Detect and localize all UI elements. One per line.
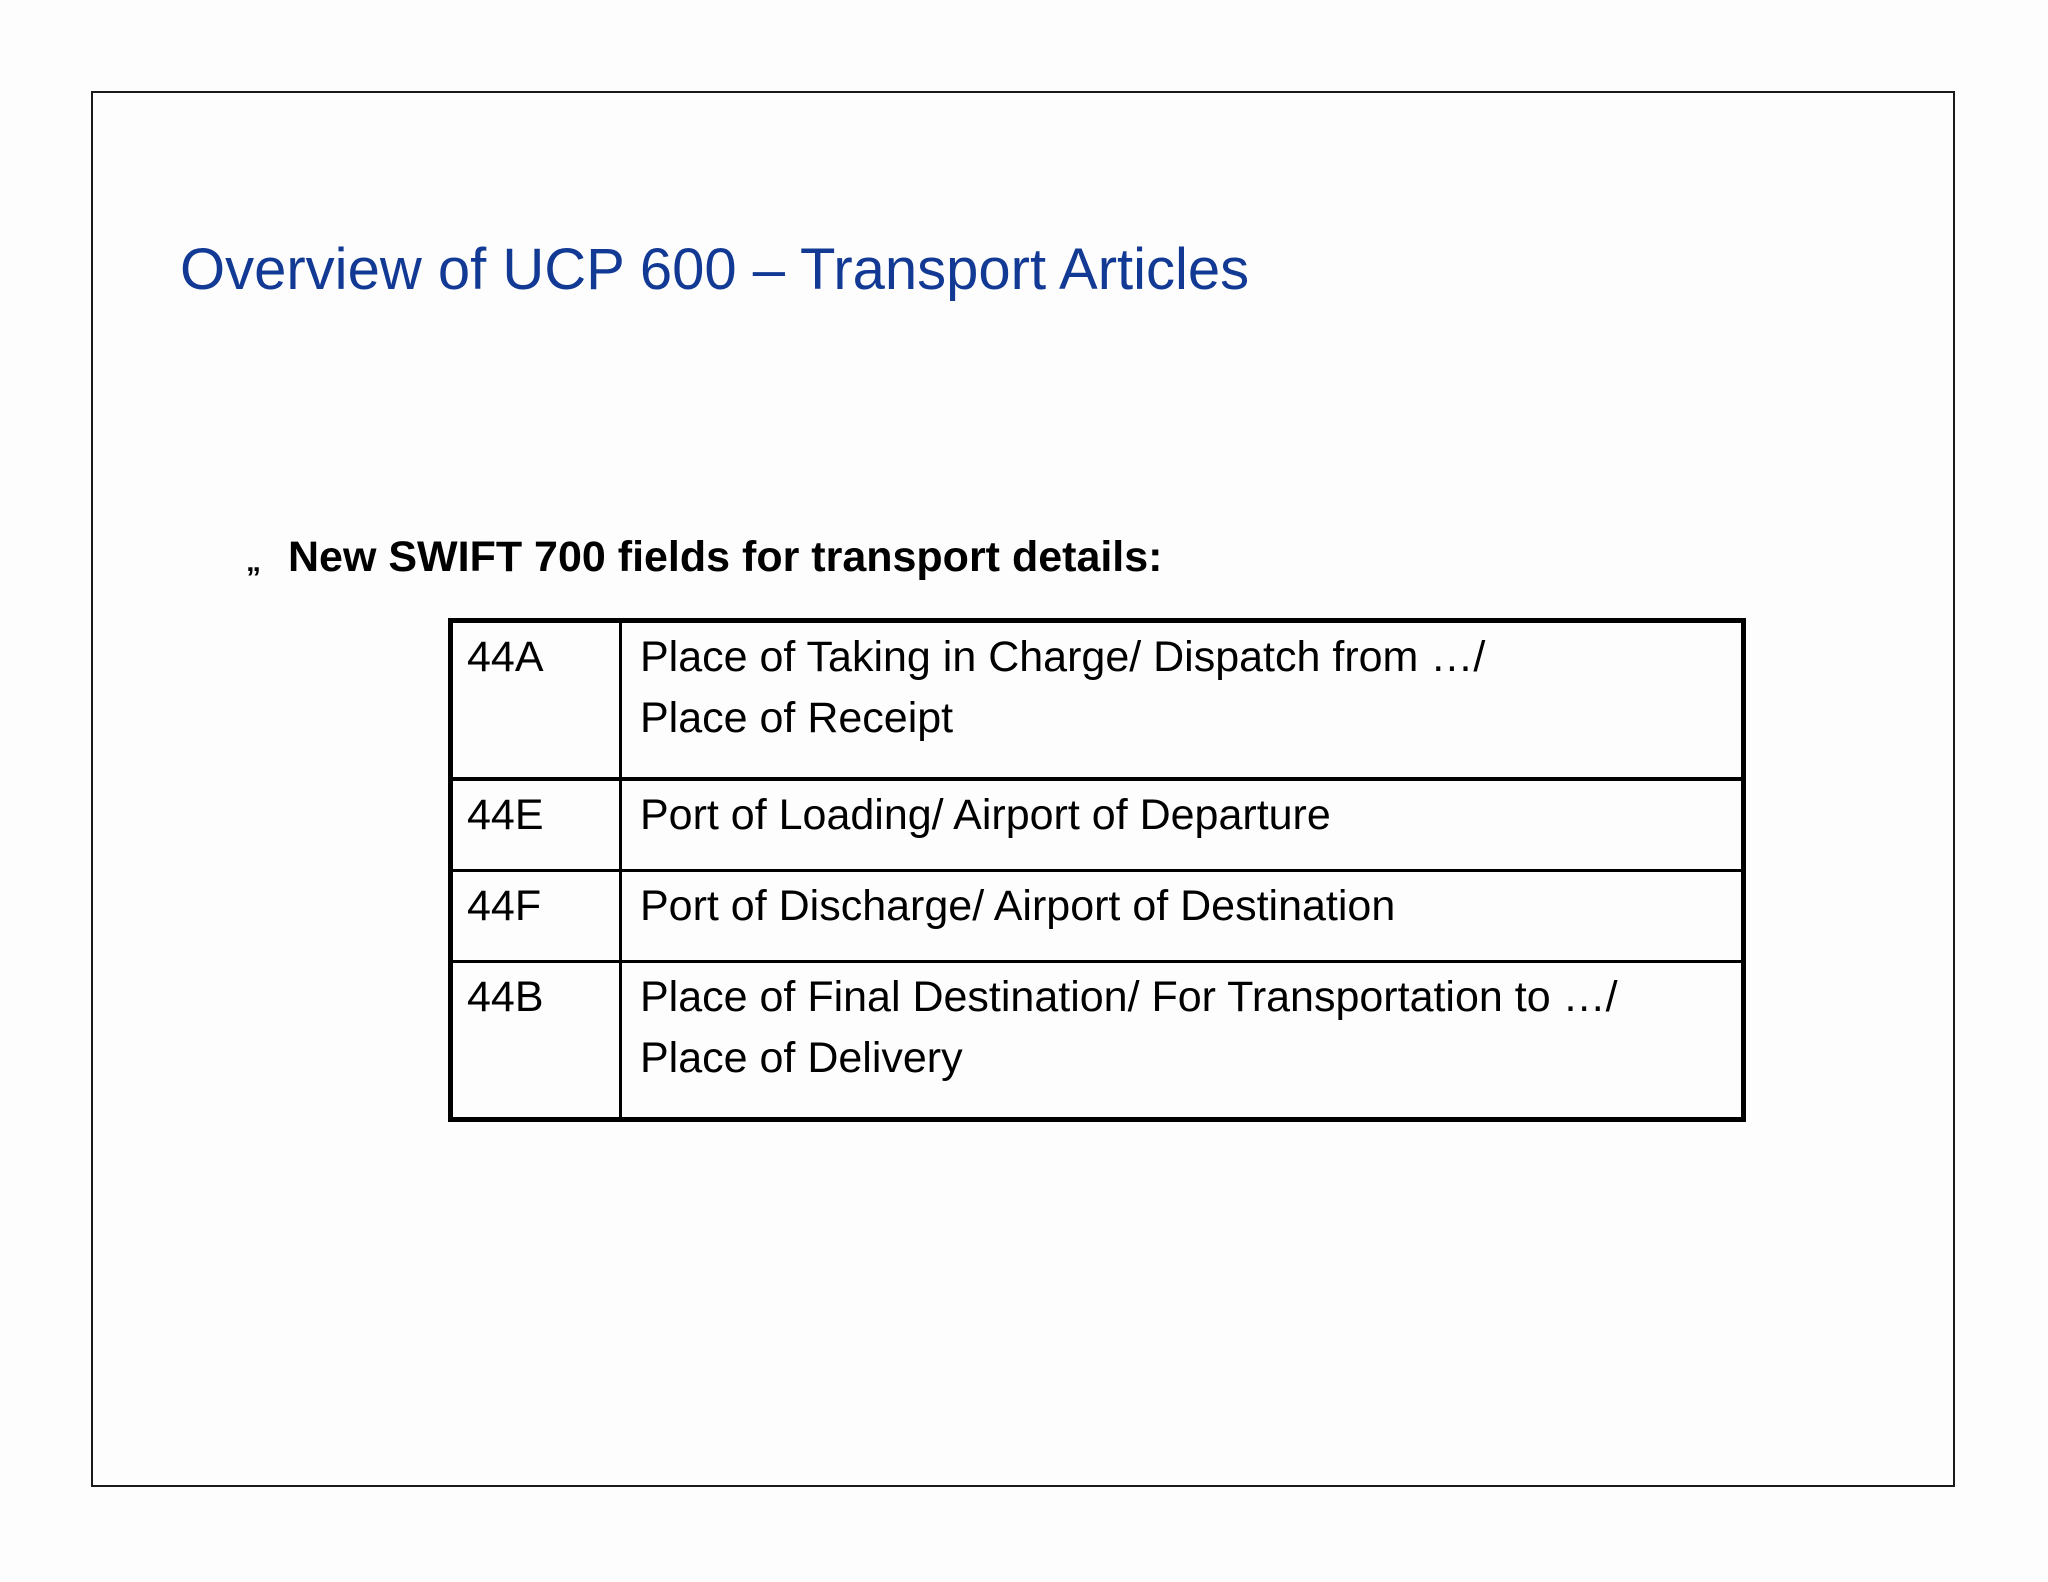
field-code-cell: 44F: [451, 871, 621, 962]
table-row: [451, 962, 1744, 1120]
field-description-line: Port of Loading/ Airport of Departure: [640, 791, 1331, 839]
field-description-line: Place of Taking in Charge/ Dispatch from …/: [640, 633, 1486, 681]
field-description-line: Place of Receipt: [640, 694, 954, 742]
field-code-cell: 44B: [451, 962, 621, 1120]
field-description-line: Place of Delivery: [640, 1034, 963, 1082]
field-description-line: Port of Discharge/ Airport of Destination: [640, 882, 1396, 930]
bullet-text: New SWIFT 700 fields for transport details:: [288, 533, 1163, 581]
table-row: [451, 779, 1744, 871]
field-description-cell: [621, 621, 1744, 780]
field-description-line: Place of Final Destination/ For Transportation to …/: [640, 973, 1618, 1021]
bullet-marker: „: [246, 545, 261, 578]
table-row: [451, 871, 1744, 962]
field-description-cell: [621, 779, 1744, 871]
field-description-cell: [621, 962, 1744, 1120]
field-description-cell: [621, 871, 1744, 962]
swift-fields-table: [448, 618, 1746, 1122]
bullet-item: [246, 533, 1163, 589]
field-code-cell: 44E: [451, 779, 621, 871]
slide-title: Overview of UCP 600 – Transport Articles: [180, 237, 1250, 302]
field-code-cell: 44A: [451, 621, 621, 780]
table-row: [451, 621, 1744, 780]
